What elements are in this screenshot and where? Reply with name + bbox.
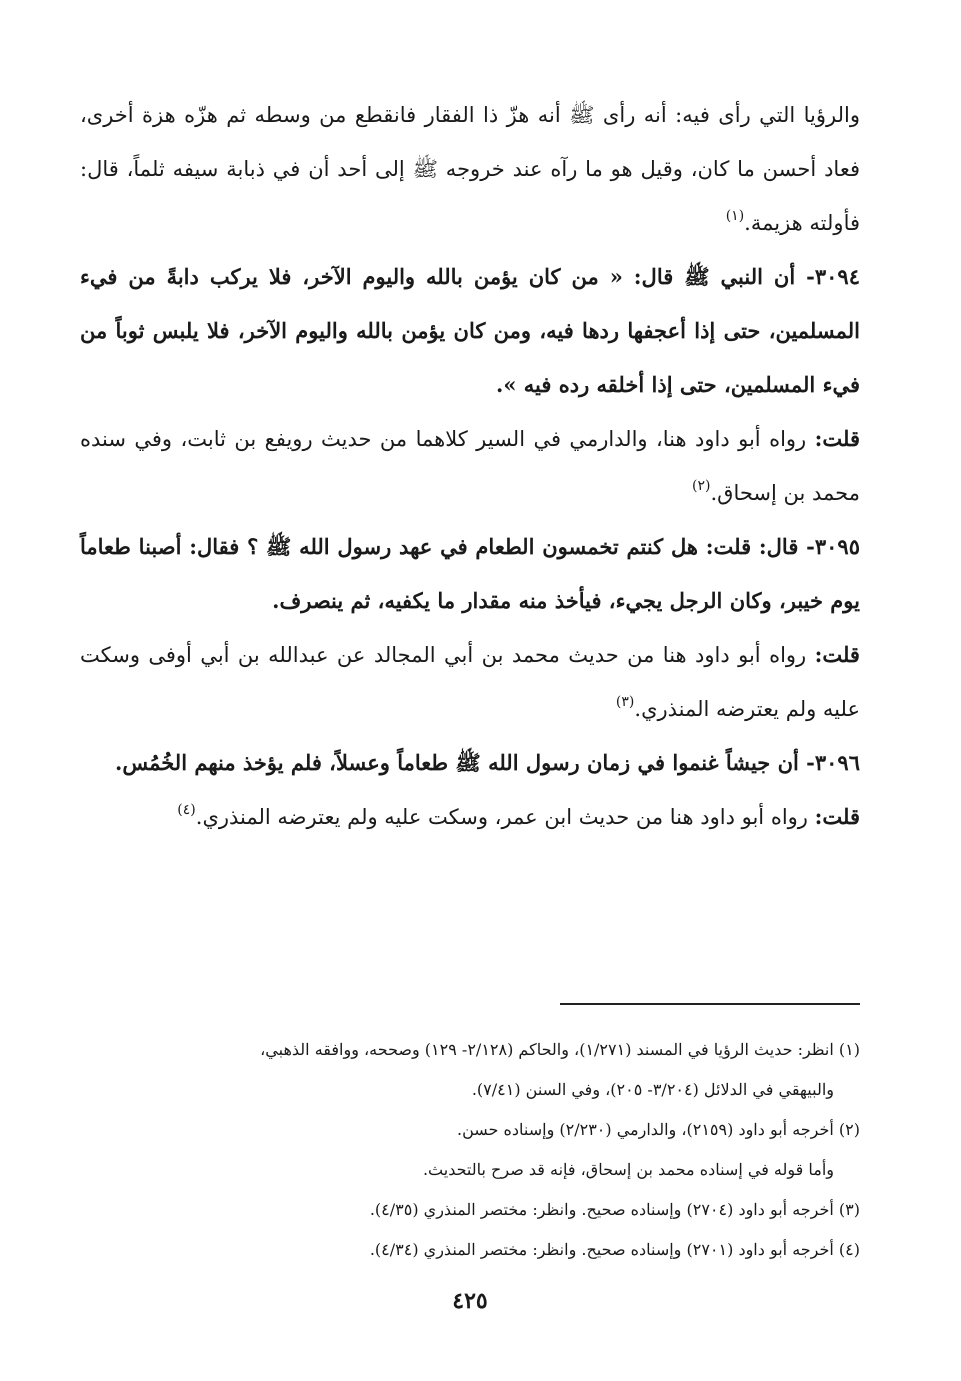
commentary-3095 xyxy=(80,628,860,736)
footnote-divider xyxy=(560,1003,860,1005)
footnote-2-continued: وأما قوله في إسناده محمد بن إسحاق، فإنه قد صرح بالتحديث. xyxy=(422,1160,834,1179)
footnote-marker: (٣) xyxy=(615,694,635,710)
commentary-3096 xyxy=(80,790,860,844)
commentary-label: قلت: xyxy=(814,426,860,451)
footnote-marker: (١) xyxy=(725,208,745,224)
footnote-3: (٣) أخرجه أبو داود (٢٧٠٤) وإسناده صحيح. وانظر: مختصر المنذري (٤/٣٥). xyxy=(369,1200,860,1219)
hadith-number: ٣٠٩٥- xyxy=(806,534,860,559)
commentary-label: قلت: xyxy=(814,642,860,667)
footnote-marker: (٤) xyxy=(177,802,196,818)
footnote-2: (٢) أخرجه أبو داود (٢١٥٩)، والدارمي (٢/٢٣٠) وإسناده حسن. xyxy=(456,1120,860,1139)
footnote-1: (١) انظر: حديث الرؤيا في المسند (١/٢٧١)، والحاكم (٢/١٢٨- ١٢٩) وصححه، ووافقه الذهبي، xyxy=(260,1040,860,1059)
hadith-3095 xyxy=(80,520,860,628)
commentary-text: رواه أبو داود هنا من حديث ابن عمر، وسكت عليه ولم يعترضه المنذري. xyxy=(195,805,808,829)
hadith-text: أن جيشاً غنموا في زمان رسول الله ﷺ طعاماً وعسلاً، فلم يؤخذ منهم الخُمُس. xyxy=(115,750,799,775)
page-content xyxy=(80,88,860,1358)
commentary-label: قلت: xyxy=(814,804,860,829)
page-number: ٤٢٥ xyxy=(452,1288,488,1314)
footnote-4: (٤) أخرجه أبو داود (٢٧٠١) وإسناده صحيح. وانظر: مختصر المنذري (٤/٣٤). xyxy=(369,1240,860,1259)
commentary-text: رواه أبو داود هنا، والدارمي في السير كلاهما من حديث رويفع بن ثابت، وفي سنده محمد بن إسحاق. xyxy=(80,427,860,505)
hadith-number: ٣٠٩٤- xyxy=(806,264,860,289)
footnote-1-continued: والبيهقي في الدلائل (٣/٢٠٤- ٢٠٥)، وفي السنن (٧/٤١). xyxy=(471,1080,834,1099)
paragraph-dream xyxy=(80,88,860,250)
paragraph-text: والرؤيا التي رأى فيه: أنه رأى ﷺ أنه هزّ ذا الفقار فانقطع من وسطه ثم هزّه هزة أخرى، فعاد أحسن ما كان، وقيل هو ما رآه عند خروجه ﷺ إلى أحد أن في ذبابة سيفه ثلماً، قال: فأولته هزيمة. xyxy=(80,103,860,235)
hadith-text: قال: قلت: هل كنتم تخمسون الطعام في عهد رسول الله ﷺ ؟ فقال: أصبنا طعاماً يوم خيبر، وكان الرجل يجيء، فيأخذ منه مقدار ما يكفيه، ثم ينصرف. xyxy=(80,534,860,613)
commentary-text: رواه أبو داود هنا من حديث محمد بن أبي المجالد عن عبدالله بن أبي أوفى وسكت عليه ولم يعترضه المنذري. xyxy=(80,643,860,721)
commentary-3094 xyxy=(80,412,860,520)
hadith-3096 xyxy=(80,736,860,790)
hadith-text: أن النبي ﷺ قال: « من كان يؤمن بالله واليوم الآخر، فلا يركب دابةً من فيء المسلمين، حتى إذا أعجفها ردها فيه، ومن كان يؤمن بالله واليوم الآخر، فلا يلبس ثوباً من فيء المسلمين، حتى إذا أخلقه رده فيه ». xyxy=(80,264,860,397)
hadith-3094 xyxy=(80,250,860,412)
footnote-marker: (٢) xyxy=(692,478,711,494)
hadith-number: ٣٠٩٦- xyxy=(806,750,860,775)
footnotes xyxy=(80,1030,860,1270)
